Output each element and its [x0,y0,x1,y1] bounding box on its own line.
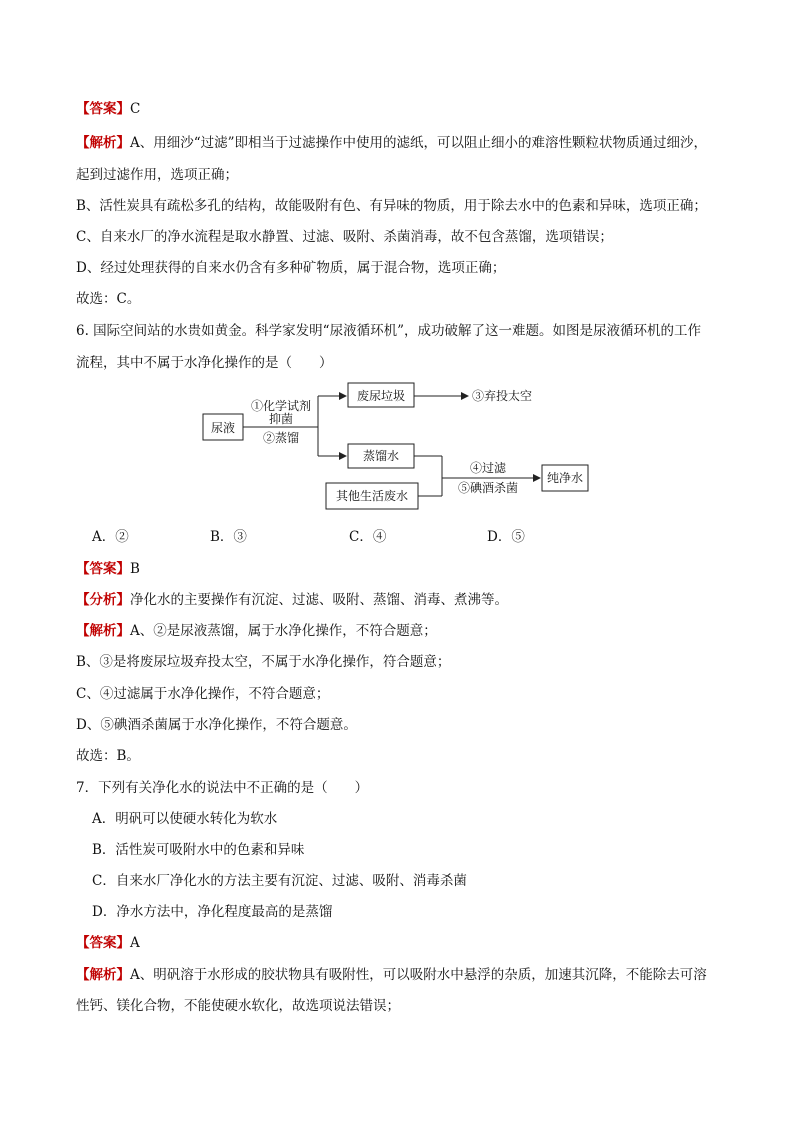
answer-tag: 【答案】 [76,101,130,117]
q6-analysis-line [76,590,508,610]
answer-tag: 【答案】 [76,935,130,951]
q6-stem-line-1: 6. 国际空间站的水贵如黄金。科学家发明“尿液循环机”，成功破解了这一难题。如图是尿液循环机的工作 [76,323,701,339]
analysis-text: 净化水的主要操作有沉淀、过滤、吸附、蒸馏、消毒、煮沸等。 [130,592,508,608]
q6-option-a: A．② [92,529,129,545]
q7-option-b: B．活性炭可吸附水中的色素和异味 [92,842,305,858]
q5-option-c-explain: C、自来水厂的净水流程是取水静置、过滤、吸附、杀菌消毒，故不包含蒸馏，选项错误； [76,229,613,245]
analysis-tag: 【分析】 [76,592,130,608]
q6-explain-a [76,621,437,641]
answer-value: C [130,101,141,117]
explain-text: A、②是尿液蒸馏，属于水净化操作，不符合题意； [130,623,437,639]
analysis-text: A、明矾溶于水形成的胶状物具有吸附性，可以吸附水中悬浮的杂质，加速其沉降，不能除去可溶 [130,967,707,983]
q5-option-d-explain: D、经过处理获得的自来水仍含有多种矿物质，属于混合物，选项正确； [76,260,506,276]
box-waste-label: 废尿垃圾 [356,389,406,403]
q7-answer-line [76,933,140,953]
q6-explain-c: C、④过滤属于水净化操作，不符合题意； [76,686,330,702]
q6-answer-line [76,559,140,579]
q7-option-d: D．净水方法中，净化程度最高的是蒸馏 [92,904,333,920]
box-pure-label: 纯净水 [546,471,584,485]
answer-value: B [130,561,140,577]
q6-option-b: B．③ [210,529,247,545]
q6-stem-line-2: 流程，其中不属于水净化操作的是（ ） [76,355,333,371]
step2-label: ②蒸馏 [262,431,300,445]
box-other-label: 其他生活废水 [335,489,409,503]
box-distilled-label: 蒸馏水 [362,449,400,463]
step5-label: ⑤碘酒杀菌 [457,481,519,495]
q7-stem: 7．下列有关净化水的说法中不正确的是（ ） [76,780,369,796]
q7-analysis-line-2: 性钙、镁化合物，不能使硬水软化，故选项说法错误； [76,998,400,1014]
q5-conclusion: 故选：C。 [76,291,141,307]
q5-analysis-line-2: 起到过滤作用，选项正确； [76,167,238,183]
flow-diagram [0,0,794,560]
analysis-tag: 【解析】 [76,967,130,983]
step3-label: ③弃投太空 [472,389,533,403]
box-urine-label: 尿液 [210,421,236,435]
step4-label: ④过滤 [469,461,507,475]
q6-option-c: C．④ [349,529,387,545]
explain-tag: 【解析】 [76,623,130,639]
step1-label-a: ①化学试剂 [250,399,312,413]
q6-conclusion: 故选：B。 [76,748,140,764]
q7-option-c: C．自来水厂净化水的方法主要有沉淀、过滤、吸附、消毒杀菌 [92,873,467,889]
q6-option-d: D．⑤ [487,529,525,545]
q7-option-a: A．明矾可以使硬水转化为软水 [92,811,278,827]
answer-value: A [130,935,140,951]
q6-explain-d: D、⑤碘酒杀菌属于水净化操作，不符合题意。 [76,717,357,733]
step1-label-b: 抑菌 [268,412,294,426]
analysis-tag: 【解析】 [76,135,130,151]
analysis-text: A、用细沙“过滤”即相当于过滤操作中使用的滤纸，可以阻止细小的难溶性颗粒状物质通过细沙， [130,135,708,151]
q7-analysis-line-1 [76,965,707,985]
q6-explain-b: B、③是将废尿垃圾弃投太空，不属于水净化操作，符合题意； [76,654,451,670]
answer-tag: 【答案】 [76,561,130,577]
q5-option-b-explain: B、活性炭具有疏松多孔的结构，故能吸附有色、有异味的物质，用于除去水中的色素和异味，选项正确； [76,198,707,214]
